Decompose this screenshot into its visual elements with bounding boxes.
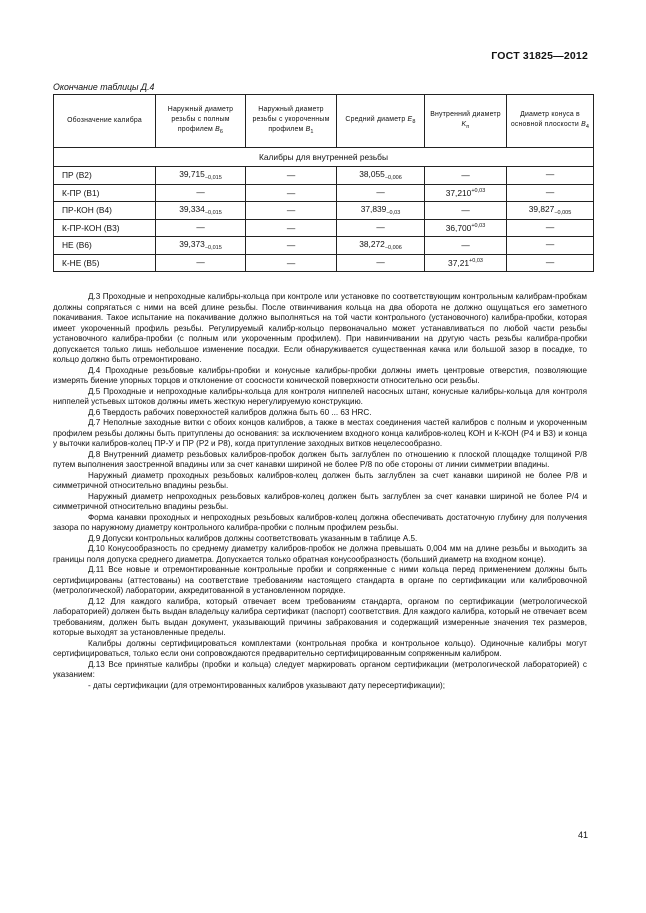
table-row [54, 184, 594, 202]
table-row [54, 237, 594, 255]
cell-kn: — [425, 202, 507, 220]
list-item: - даты сертификации (для отремонтированных калибров указывают дату пересертификации); [88, 680, 445, 690]
cell-b1: — [246, 202, 337, 220]
paragraph-d8: Д.8 Внутренний диаметр резьбовых калибров-пробок должен быть заглублен по отношению к плоской площадке толщиной Р/8 путем выполнения заостренной впадины или за счет канавки шириной не более Р/8 по обе стороны от линии симметрии впадины. [53, 449, 587, 469]
cell-b1: — [246, 254, 337, 272]
calibre-name: ПР (В2) [54, 167, 156, 185]
table-row [54, 167, 594, 185]
cell-b4: — [507, 254, 594, 272]
cell-kn: — [425, 167, 507, 185]
paragraph: Калибры должны сертифицироваться комплектами (контрольная пробка и контрольное кольцо). Одиночные калибры могут сертифицироваться, только если они сопровождаются предварительно сертифицированным сопряженным калибром. [53, 638, 587, 658]
table-caption: Окончание таблицы Д.4 [53, 82, 155, 92]
header-cell: Наружный диаметр резьбы с полным профилем $B_6$ [156, 95, 246, 148]
table-row [54, 219, 594, 237]
header-cell: Внутренний диаметр $K_п$ [425, 95, 507, 148]
table-row [54, 202, 594, 220]
cell-b1: — [246, 167, 337, 185]
paragraph-d10: Д.10 Конусообразность по среднему диаметру калибров-пробок не должна превышать 0,004 мм на длине резьбы и выходить за границы поля допуска среднего диаметра. Допускается только обратная конусообразность (больший диаметр на входном конце). [53, 544, 587, 564]
cell-b4: — [507, 167, 594, 185]
cell-b6: — [156, 254, 246, 272]
paragraph-d13: Д.13 Все принятые калибры (пробки и кольца) следует маркировать органом сертификации (метрологической лабораторией) с указанием: [53, 659, 587, 679]
cell-e8: — [337, 254, 425, 272]
table-row [54, 254, 594, 272]
standard-number: ГОСТ 31825—2012 [491, 50, 588, 62]
calibre-name: НЕ (В6) [54, 237, 156, 255]
paragraph-d7: Д.7 Неполные заходные витки с обоих концов калибров, а также в местах соединения частей калибров с полным и укороченным профилем резьбы должны быть притуплены до основания: за исключением входного конца калибров-колец КОН и К-КОН (Р4 и В3) и конца у выточки калибров-колец ПР-У и ПР (Р2 и Р8), когда притупление заходных витков нецелесообразно. [53, 418, 587, 448]
calibre-name: К-ПР-КОН (В3) [54, 219, 156, 237]
paragraph-d4: Д.4 Проходные резьбовые калибры-пробки и конусные калибры-пробки должны иметь центровые отверстия, позволяющие измерять биение упорных торцов и отклонение от соосности конической поверхности относительно оси резьбы. [53, 365, 587, 385]
cell-b1: — [246, 237, 337, 255]
cell-b4: — [507, 184, 594, 202]
calibre-name: К-ПР (В1) [54, 184, 156, 202]
cell-e8: $38,055_{-0,006}$ [337, 167, 425, 185]
cell-e8: $37,839_{-0,03}$ [337, 202, 425, 220]
page-number: 41 [577, 830, 588, 840]
body-text [53, 292, 587, 691]
cell-b6: $39,715_{-0,015}$ [156, 167, 246, 185]
table-section-row [54, 148, 594, 167]
calibre-table [53, 94, 594, 272]
cell-kn: — [425, 237, 507, 255]
calibre-name: К-НЕ (В5) [54, 254, 156, 272]
cell-e8: — [337, 219, 425, 237]
header-cell: Наружный диаметр резьбы с укороченным профилем $B_1$ [246, 95, 337, 148]
cell-kn: $37,21^{+0,03}$ [425, 254, 507, 272]
cell-e8: — [337, 184, 425, 202]
paragraph-d12: Д.12 Для каждого калибра, который отвечает всем требованиям стандарта, органом по сертификации (метрологической лабораторией) должен быть выдан владельцу калибра сертификат (паспорт) соответствия. Для каждого калибра, который не отвечает всем требованиям, должен быть выдан документ, указывающий причины забракования и содержащий измеренные значения тех размеров, которые выходят за установленные пределы. [53, 596, 587, 637]
section-title: Калибры для внутренней резьбы [54, 148, 594, 167]
cell-b6: — [156, 184, 246, 202]
cell-b4: — [507, 237, 594, 255]
paragraph-d11: Д.11 Все новые и отремонтированные контрольные пробки и сопряженные с ними кольца перед применением должны быть сертифицированы (аттестованы) на соответствие требованиям настоящего стандарта в органе по сертификации или калибровочной (метрологической) лаборатории, аккредитованной в установленном порядке. [53, 565, 587, 595]
header-cell: Средний диаметр $E_8$ [337, 95, 425, 148]
paragraph-d5: Д.5 Проходные и непроходные калибры-кольца для контроля ниппелей насосных штанг, конусные калибры-кольца для контроля ниппелей устьевых штоков должны иметь жесткую нерегулируемую конструкцию. [53, 386, 587, 406]
header-cell: Диаметр конуса в основной плоскости $B_4$ [507, 95, 594, 148]
header-cell: Обозначение калибра [54, 95, 156, 148]
cell-kn: $37,210^{+0,03}$ [425, 184, 507, 202]
cell-b6: $39,334_{-0,015}$ [156, 202, 246, 220]
cell-b4: — [507, 219, 594, 237]
paragraph: Наружный диаметр непроходных резьбовых калибров-колец должен быть заглублен за счет канавки шириной не более Р/4 и симметричной относительно впадины резьбы. [53, 491, 587, 511]
paragraph-d9: Д.9 Допуски контрольных калибров должны соответствовать указанным в таблице А.5. [88, 533, 418, 543]
cell-b6: $39,373_{-0,015}$ [156, 237, 246, 255]
cell-e8: $38,272_{-0,006}$ [337, 237, 425, 255]
paragraph: Форма канавки проходных и непроходных резьбовых калибров-колец должна обеспечивать достаточную глубину для получения зазора по наружному диаметру контрольного калибра-пробки с полным профилем резьбы. [53, 512, 587, 532]
calibre-name: ПР-КОН (В4) [54, 202, 156, 220]
cell-b4: $39,827_{-0,005}$ [507, 202, 594, 220]
cell-b1: — [246, 184, 337, 202]
table-header-row [54, 95, 594, 148]
cell-kn: $36,700^{+0,03}$ [425, 219, 507, 237]
paragraph-d3: Д.3 Проходные и непроходные калибры-кольца при контроле или установке по соответствующим контрольным калибрам-пробкам должны сопрягаться с ними на всей длине резьбы. После отвинчивания кольца на два оборота не должно ощущаться его заметного покачивания. Такое испытание на покачивание должно выполняться на той части контрольного (установочного) калибра-пробки, которая имеет укороченный профиль резьбы. Регулируемый калибр-кольцо первоначально может устанавливаться по любой части резьбы установочного калибра-пробки (с полным или укороченным профилем). При навинчивании на другую часть резьбы калибра-пробки допускается только лишь небольшое изменение посадки. Если обнаруживается существенная качка или большой зазор в посадке, то кольцо должно быть отремонтировано. [53, 292, 587, 364]
cell-b1: — [246, 219, 337, 237]
paragraph-d6: Д.6 Твердость рабочих поверхностей калибров должна быть 60 ... 63 HRC. [88, 407, 372, 417]
paragraph: Наружный диаметр проходных резьбовых калибров-колец должен быть заглублен за счет канавки шириной не более Р/8 и симметричной относительно впадины резьбы. [53, 470, 587, 490]
cell-b6: — [156, 219, 246, 237]
